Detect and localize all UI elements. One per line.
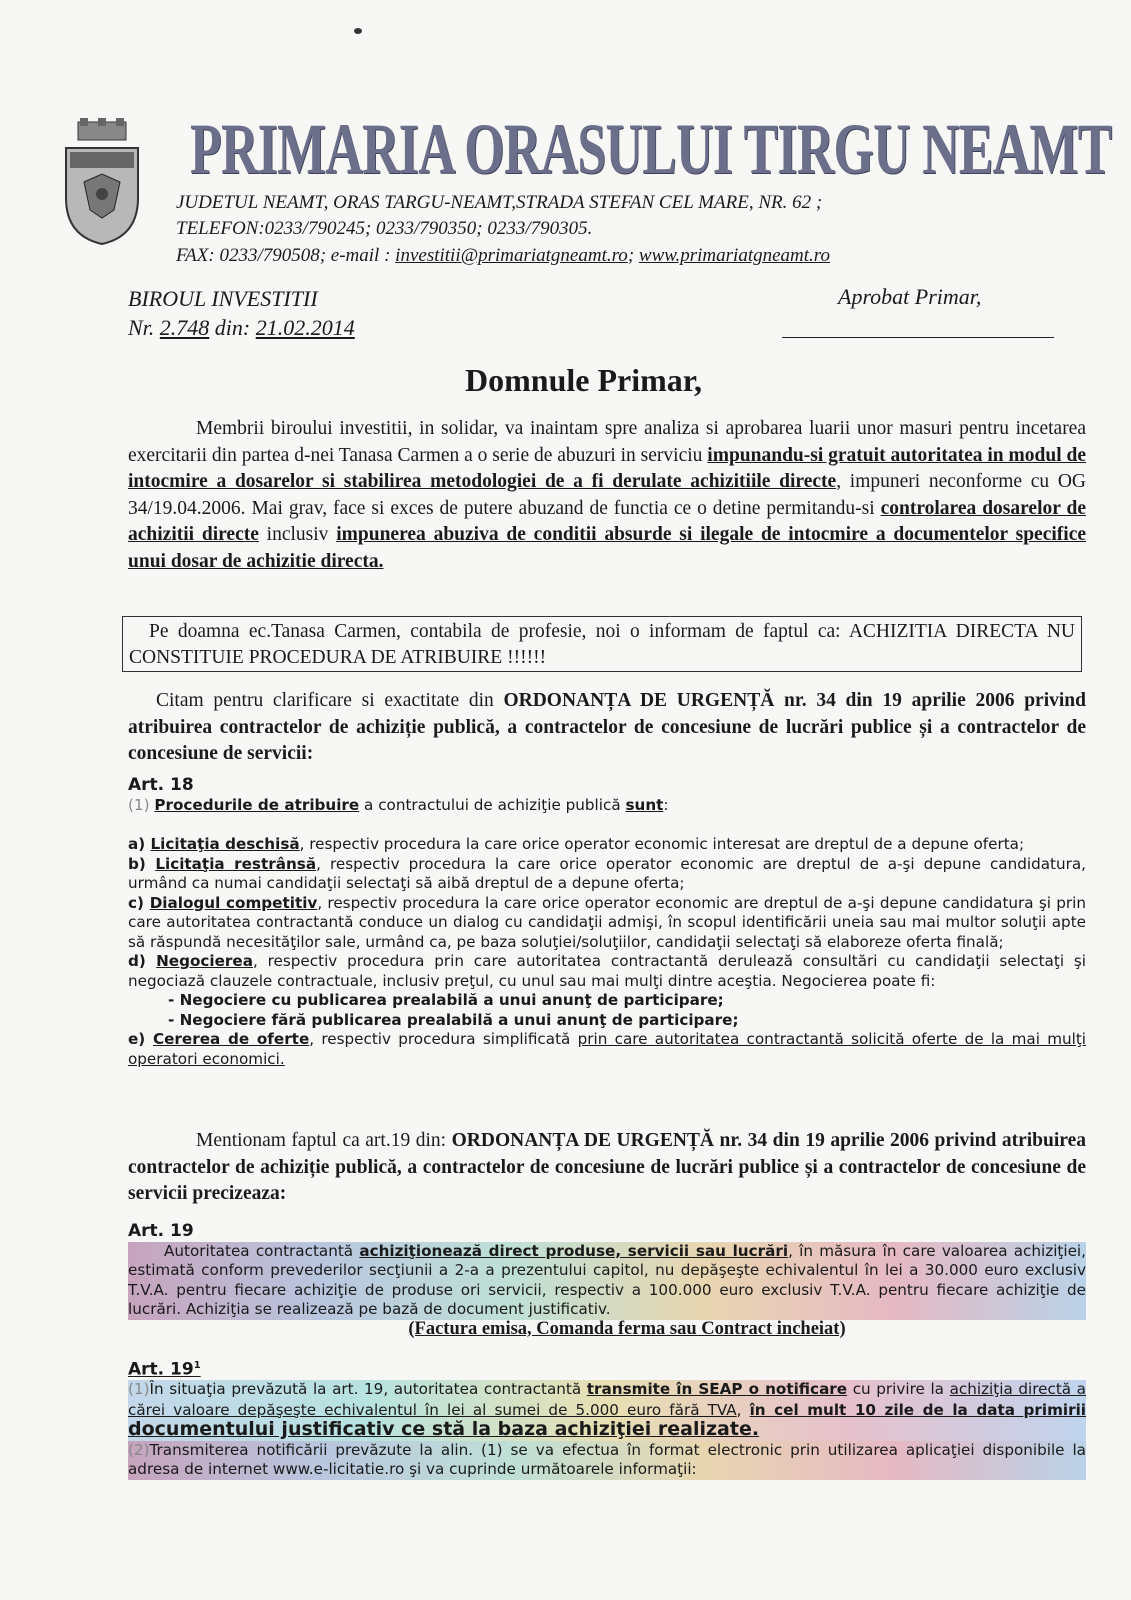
procedure-e: e) Cererea de oferte, respectiv procedura simplificată prin care autoritatea contractantă solicită oferte de la mai mulţi operatori economici.	[128, 1030, 1087, 1068]
negotiation-type-1: - Negociere cu publicarea prealabilă a unui anunţ de participare;	[168, 991, 724, 1009]
justifying-documents-note: (Factura emisa, Comanda ferma sau Contract incheiat)	[408, 1318, 846, 1339]
negotiation-type-2: - Negociere fără publicarea prealabilă a unui anunţ de participare;	[168, 1010, 739, 1029]
article-18-title: Art. 18	[128, 775, 194, 795]
article-19	[128, 1222, 1086, 1339]
phone-line: TELEFON:0233/790245; 0233/790350; 0233/790305.	[176, 218, 593, 239]
procedure-d: d) Negocierea, respectiv procedura prin care autoritatea contractantă derulează consultări cu candidaţii selectaţi şi negociază clauzele contractuale, inclusiv preţul, cu unul sau mai mulţi dintre aceştia. Negocierea poate fi:	[128, 952, 1086, 990]
salutation: Domnule Primar,	[465, 362, 703, 398]
citation-intro: Citam pentru clarificare si exactitate din ORDONANȚA DE URGENȚĂ nr. 34 din 19 aprilie 2006 privind atribuirea contractelor de achiziție publică, a contractelor de concesiune de lucrări publice și a contractelor de concesiune de servicii:	[128, 690, 1086, 764]
article-19-intro: Mentionam faptul ca art.19 din: ORDONANȚA DE URGENȚĂ nr. 34 din 19 aprilie 2006 privind atribuirea contractelor de achiziție publică, a contractelor de concesiune de lucrări publice și a contractelor de concesiune de servicii precizeaza:	[128, 1130, 1086, 1204]
article-19-1-title: Art. $19^1$	[128, 1359, 201, 1380]
signature-line	[782, 337, 1054, 338]
address-line: JUDETUL NEAMT, ORAS TARGU-NEAMT,STRADA STEFAN CEL MARE, NR. 62 ;	[176, 192, 823, 213]
article-19-1	[128, 1356, 1086, 1480]
procedure-a: a) Licitaţia deschisă, respectiv procedura la care orice operator economic interesat are dreptul de a depune oferta;	[128, 835, 1025, 853]
website-link[interactable]: www.primariatgneamt.ro	[638, 245, 830, 266]
registration-number: Nr. 2.748 din: 21.02.2014	[128, 315, 355, 340]
intro-paragraph: Membrii biroului investitii, in solidar, va inaintam spre analiza si aprobarea luarii unor masuri pentru incetarea exercitarii din partea d-nei Tanasa Carmen a o serie de abuzuri in serviciu impunandu-si gratuit autoritatea in modul de intocmire a dosarelor si stabilirea metodologiei de a fi derulate achizitiile directe, impuneri neconforme cu OG 34/19.04.2006. Mai grav, face si exces de putere abuzand de functia ce o detine permitandu-si controlarea dosarelor de achizitii directe inclusiv impunerea abuziva de conditii absurde si ilegale de intocmire a documentelor specifice unui dosar de achizitie directa.	[128, 418, 1087, 572]
scan-speck	[354, 28, 362, 34]
article-18: Art. 18 (1) Procedurile de atribuire a contractului de achiziţie publică sunt: a) Licitaţia deschisă, respectiv procedura la care orice operator economic interesat are dreptul de a depune oferta; b) Licitaţia restrânsă, respectiv procedura la care orice operator economic are dreptul de a-şi depune candidatura, urmând ca numai candidaţii selectaţi să aibă dreptul de a depune oferta; c) Dialogul competitiv, respectiv procedura la care orice operator economic are dreptul de a-şi depune candidatura şi prin care autoritatea contractantă conduce un dialog cu candidaţii admişi, în scopul identificării uneia sau mai multor soluţii apte să răspundă necesităţilor sale, urmând ca, pe baza soluţiei/soluţiilor, candidaţii selectaţi să elaboreze oferta finală; d) Negocierea, respectiv procedura prin care autoritatea contractantă derulează consultări cu candidaţii selectaţi şi negociază clauzele contractuale, inclusiv preţul, cu unul sau mai mulţi dintre aceştia. Negocierea poate fi: - Negociere cu publicarea prealabilă a unui anunţ de participare; - Negociere fără publicarea prealabilă a unui anunţ de participare; e) Cererea de oferte, respectiv procedura simplificată prin care autoritatea contractantă solicită oferte de la mai mulţi operatori economici.	[128, 775, 1087, 1068]
notice-box: Pe doamna ec.Tanasa Carmen, contabila de profesie, noi o informam de faptul ca: ACHIZITIA DIRECTA NU CONSTITUIE PROCEDURA DE ATRIBUIRE !!!!!!	[122, 616, 1082, 672]
article-19-text: Autoritatea contractantă achiziţionează direct produse, servicii sau lucrări, în măsura în care valoarea achiziţiei, estimată conform prevederilor secţiunii a 2-a a prezentului capitol, nu depăşeşte echivalentul în lei a 30.000 euro exclusiv T.V.A. pentru fiecare achiziţie de produse ori servicii, respectiv a 100.000 euro exclusiv T.V.A. pentru fiecare achiziţie de lucrări. Achiziţia se realizează pe bază de document justificativ.	[128, 1241, 1086, 1318]
article-19-title: Art. 19	[128, 1221, 194, 1241]
article-19-1-paragraph-2: (2)Transmiterea notificării prevăzute la alin. (1) se va efectua în format electronic prin utilizarea aplicaţiei disponibile la adresa de internet www.e-licitatie.ro şi va cuprinde următoarele informaţii:	[128, 1440, 1086, 1479]
fax-email-line: FAX: 0233/790508; e-mail : investitii@primariatgneamt.ro; www.primariatgneamt.ro	[176, 245, 830, 266]
procedure-b: b) Licitaţia restrânsă, respectiv procedura la care orice operator economic are dreptul de a-şi depune candidatura, urmând ca numai candidaţii selectaţi să aibă dreptul de a depune oferta;	[128, 854, 1086, 892]
letterhead-title: PRIMARIA ORASULUI TIRGU NEAMT	[190, 109, 1112, 189]
email-link[interactable]: investitii@primariatgneamt.ro	[395, 245, 628, 266]
coat-of-arms-icon	[62, 118, 142, 246]
article-19-1-paragraph-1: (1)În situaţia prevăzută la art. 19, autoritatea contractantă transmite în SEAP o notificare cu privire la achiziţia directă a cărei valoare depăşeşte echivalentul în lei al sumei de 5.000 euro fără TVA, în cel mult 10 zile de la data primirii documentului justificativ ce stă la baza achiziţiei realizate.	[128, 1380, 1086, 1441]
department-name: BIROUL INVESTITII	[128, 286, 318, 311]
procedure-c: c) Dialogul competitiv, respectiv procedura la care orice operator economic are dreptul de a-şi depune candidatura şi prin care autoritatea contractantă conduce un dialog cu candidaţii admişi, în scopul identificării uneia sau mai multor soluţii apte să răspundă necesităţilor sale, urmând ca, pe baza soluţiei/soluţiilor, candidaţii selectaţi să elaboreze oferta finală;	[128, 893, 1087, 951]
approval-label: Aprobat Primar,	[838, 284, 982, 309]
department-block	[128, 284, 355, 342]
